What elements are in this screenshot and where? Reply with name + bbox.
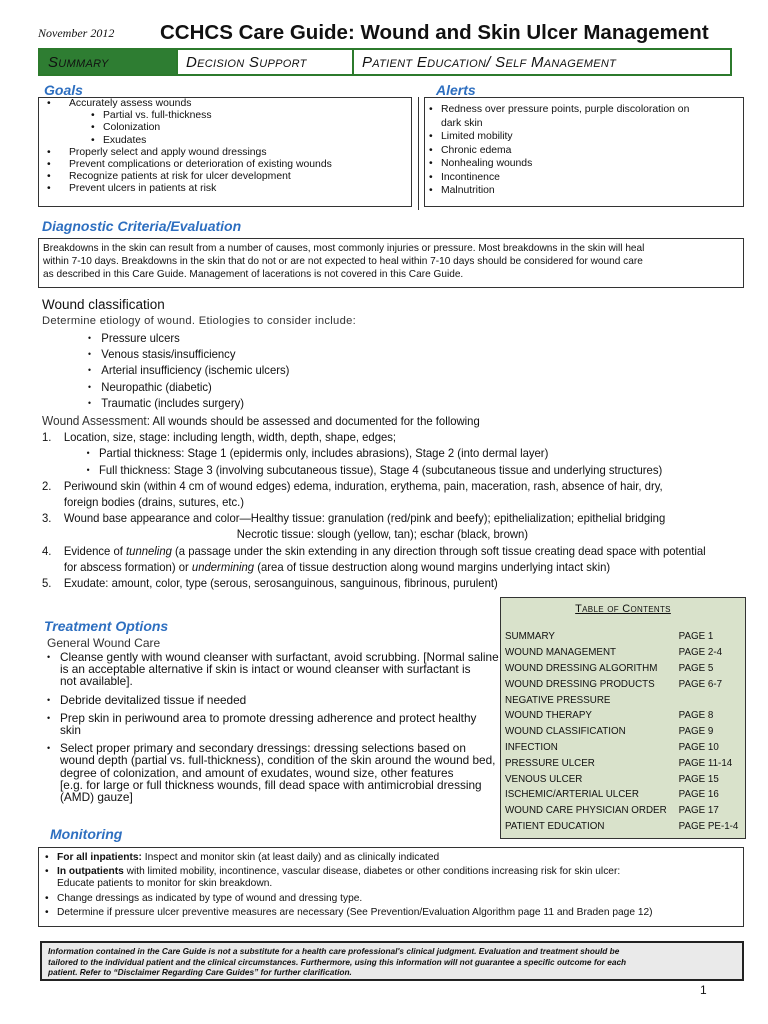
goal-subitem: • Exudates [39,135,411,147]
disclaimer-box [40,941,744,981]
goal-item: • Prevent ulcers in patients at risk [39,183,411,195]
toc-page: PAGE 2-4 [678,647,723,659]
assessment-item-5: 5. Exudate: amount, color, type (serous, serosanguinous, sanguinous, fibrinous, purulent) [42,576,498,591]
toc-row[interactable] [505,724,738,740]
toc-page: PAGE 8 [678,710,714,722]
toc-label: WOUND CLASSIFICATION [505,726,626,738]
goal-subitem: • Colonization [39,122,411,134]
etiology-item: • Pressure ulcers [88,330,289,346]
disclaimer-line: Information contained in the Care Guide is not a substitute for a health care professional's clinical judgment. Evaluation and treatment should be [48,946,620,956]
etiology-intro: Determine etiology of wound. Etiologies to consider include: [42,315,357,327]
toc-row[interactable] [505,645,738,661]
diagnostic-heading: Diagnostic Criteria/Evaluation [42,218,242,234]
toc-row[interactable] [505,755,738,771]
assessment-item-2: 2. Periwound skin (within 4 cm of wound edges) edema, induration, erythema, pain, maceration, rash, absence of hair, dry, [42,478,663,493]
etiology-item: • Traumatic (includes surgery) [88,395,289,411]
toc-label: SUMMARY [505,631,555,643]
toc-label: PATIENT EDUCATION [505,820,605,832]
toc-row[interactable] [505,740,738,756]
treatment-item: • Select proper primary and secondary dressings: dressing selections based on wound depth (partial vs. full-thickness), condition of the skin around the wound bed, degree of colonization, and amount of exudates, wound size, other features [e.g. for large or full thickness wounds, fill dead space with antimicrobial dressing (AMD) gauze] [47,742,499,803]
treatment-list [47,651,499,809]
toc-label: ISCHEMIC/ARTERIAL ULCER [505,789,639,801]
toc-row[interactable] [505,771,738,787]
toc-label: NEGATIVE PRESSURE [505,694,611,706]
alert-item: • Redness over pressure points, purple discoloration on [425,103,743,117]
tab-decision-support[interactable]: Decision Support [176,50,354,74]
page-title: CCHCS Care Guide: Wound and Skin Ulcer Management [160,21,709,44]
etiology-item: • Venous stasis/insufficiency [88,346,289,362]
alert-item: • Chronic edema [425,144,743,158]
assessment-item-4-cont: for abscess formation) or undermining (area of tissue destruction along wound margins underlying intact skin) [63,559,611,574]
alert-item: • Malnutrition [425,184,743,198]
toc-page: PAGE 6-7 [678,678,723,690]
toc-row[interactable] [505,676,738,692]
table-of-contents [500,597,746,839]
etiology-list [88,330,289,411]
etiology-item: • Arterial insufficiency (ischemic ulcers) [88,362,289,378]
toc-page: PAGE 11-14 [678,757,733,769]
treatment-heading: Treatment Options [44,618,169,634]
alert-item: • Nonhealing wounds [425,157,743,171]
document-date: November 2012 [38,26,115,40]
toc-table [505,629,738,834]
treatment-item: • Debride devitalized tissue if needed [47,694,499,706]
toc-label: WOUND CARE PHYSICIAN ORDER [505,805,667,817]
etiology-item: • Neuropathic (diabetic) [88,379,289,395]
toc-row[interactable] [505,803,738,819]
toc-row[interactable] [505,629,738,645]
alerts-heading: Alerts [436,82,476,98]
toc-row[interactable] [505,692,738,708]
toc-label: INFECTION [505,741,558,753]
diagnostic-intro-box [38,238,744,288]
goal-item: • Prevent complications or deterioration of existing wounds [39,159,411,171]
assessment-subitem: • Partial thickness: Stage 1 (epidermis only, includes abrasions), Stage 2 (into dermal layer) [42,445,706,461]
monitoring-item: • Change dressings as indicated by type of wound and dressing type. [43,893,739,905]
toc-page: PAGE 10 [678,741,719,753]
wound-classification-heading: Wound classification [42,297,165,312]
assessment-item-2-cont: foreign bodies (drains, sutures, etc.) [63,495,245,510]
intro-line: Breakdowns in the skin can result from a number of causes, most commonly injuries or pressure. Most breakdowns in the skin will heal [43,243,645,254]
monitoring-item: • Determine if pressure ulcer preventive measures are necessary (See Prevention/Evaluation Algorithm page 11 and Braden page 12) [43,907,739,919]
assessment-subitem: • Full thickness: Stage 3 (involving subcutaneous tissue), Stage 4 (subcutaneous tissue and underlying structures) [42,462,706,478]
toc-label: VENOUS ULCER [505,773,583,785]
tab-patient-education[interactable]: Patient Education/ Self Management [362,53,617,71]
toc-page: PAGE 16 [678,789,719,801]
goal-item: • Properly select and apply wound dressings [39,147,411,159]
assessment-item-3: 3. Wound base appearance and color—Healthy tissue: granulation (red/pink and beefy); epithelialization; epithelial bridging [42,511,666,526]
intro-line: within 7-10 days. Breakdowns in the skin that do not or are not expected to heal within 7-10 days should be considered for wound care [43,256,643,268]
toc-page: PAGE 15 [678,773,719,785]
assessment-text: All wounds should be assessed and documented for the following [152,414,480,428]
goals-heading: Goals [44,82,83,98]
assessment-item-4: 4. Evidence of tunneling (a passage under the skin extending in any direction through soft tissue creating dead space with potential [42,543,706,558]
disclaimer-line: patient. Refer to “Disclaimer Regarding Care Guides” for further clarification. [48,967,352,978]
goals-box [38,97,412,207]
toc-row[interactable] [505,708,738,724]
page-number: 1 [700,983,707,997]
column-divider [418,97,419,210]
general-wound-care-heading: General Wound Care [47,636,161,650]
toc-page: PAGE 9 [678,726,714,738]
tab-summary[interactable]: Summary [40,50,176,74]
goal-subitem: • Partial vs. full-thickness [39,110,411,122]
toc-label: WOUND DRESSING PRODUCTS [505,678,655,690]
toc-heading: Table of Contents [575,603,671,615]
goal-item: • Accurately assess wounds [39,98,411,110]
toc-row[interactable] [505,787,738,803]
assessment-item-1: 1. Location, size, stage: including length, width, depth, shape, edges; [42,430,397,445]
toc-page: PAGE 5 [678,662,714,674]
treatment-item: • Prep skin in periwound area to promote dressing adherence and protect healthy skin [47,712,499,736]
assessment-item-3-cont: Necrotic tissue: slough (yellow, tan); eschar (black, brown) [236,527,529,542]
disclaimer-line: tailored to the individual patient and the clinical circumstances. Furthermore, using this information will not guarantee a specific outcome for each [48,956,627,967]
section-nav [38,48,732,76]
monitoring-item: • In outpatients with limited mobility, incontinence, vascular disease, diabetes or other conditions increasing risk for skin ulcer: Educate patients to monitor for skin breakdown. [43,866,739,890]
toc-page: PAGE PE-1-4 [678,820,739,832]
toc-label: WOUND DRESSING ALGORITHM [505,662,658,674]
goal-item: • Recognize patients at risk for ulcer development [39,171,411,183]
monitoring-item: • For all inpatients: Inspect and monitor skin (at least daily) and as clinically indicated [43,852,739,864]
alert-item-continued: dark skin [441,117,483,129]
monitoring-heading: Monitoring [50,826,123,842]
alerts-box [424,97,744,207]
toc-page: PAGE 1 [678,631,714,643]
toc-label: WOUND MANAGEMENT [505,647,617,659]
assessment-label: Wound Assessment: [42,414,151,428]
treatment-item: • Cleanse gently with wound cleanser with surfactant, avoid scrubbing. [Normal saline is an acceptable alternative if skin is intact or wound cleanser with surfactant is not available]. [47,651,499,688]
toc-label: WOUND THERAPY [505,710,592,722]
intro-line: as described in this Care Guide. Management of lacerations is not covered in this Care Guide. [43,269,464,281]
toc-row[interactable] [505,819,738,835]
monitoring-box [38,847,744,927]
toc-page [667,692,739,708]
toc-row[interactable] [505,661,738,677]
wound-assessment [42,413,706,591]
alert-item: • Limited mobility [425,130,743,144]
alert-item: • Incontinence [425,171,743,185]
toc-page: PAGE 17 [678,805,719,817]
toc-label: PRESSURE ULCER [505,757,595,769]
